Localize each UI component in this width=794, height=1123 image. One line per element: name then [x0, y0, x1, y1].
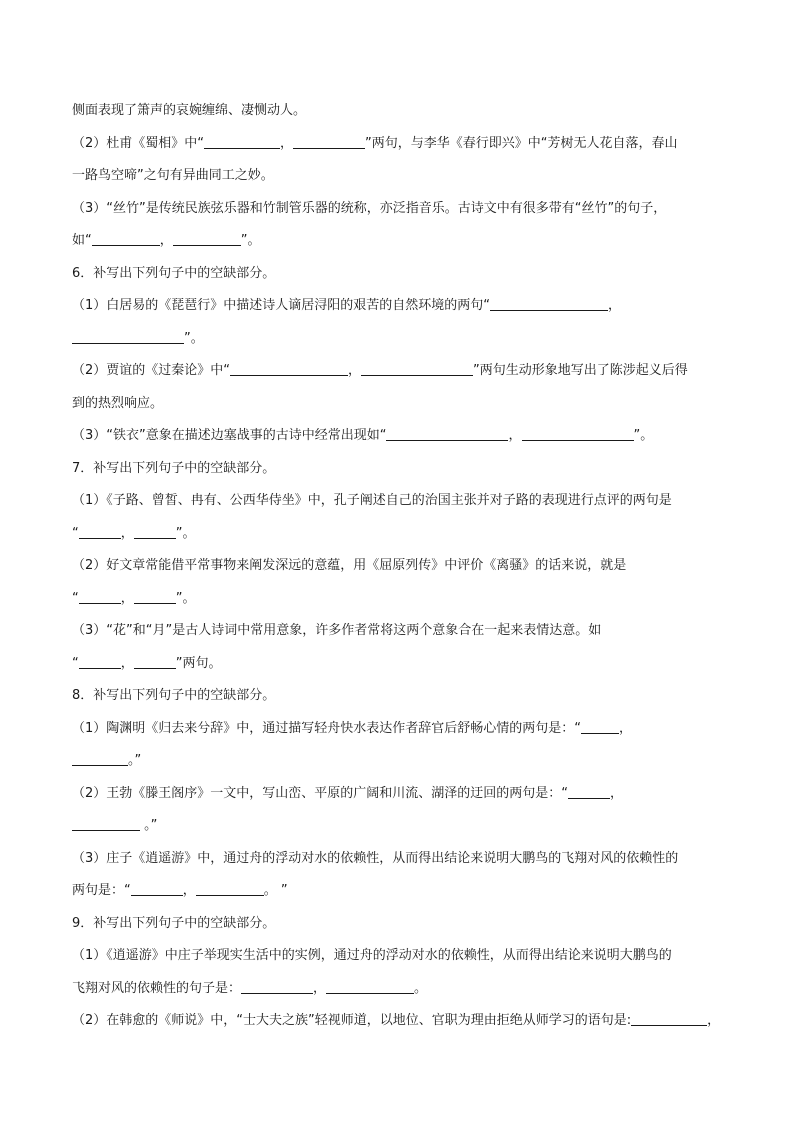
question-7-2 — [72, 550, 724, 583]
answer-blank[interactable] — [204, 135, 280, 149]
text: ”。 — [184, 330, 204, 346]
question-5-3 — [72, 193, 724, 226]
text: ， — [348, 363, 362, 378]
answer-blank[interactable] — [522, 427, 634, 441]
text: （3）庄子《逍遥游》中，通过舟的浮动对水的依赖性，从而得出结论来说明大鹏鸟的飞翔对风的依赖性的 — [72, 850, 679, 866]
answer-blank[interactable] — [134, 525, 176, 539]
text: ， — [159, 233, 173, 248]
text: ， — [610, 785, 624, 801]
answer-blank[interactable] — [79, 525, 121, 539]
text: ， — [120, 590, 134, 606]
text: ”。 — [175, 525, 196, 541]
question-6-2 — [72, 355, 724, 388]
text: 6．补写出下列句子中的空缺部分。 — [72, 265, 276, 281]
text: ”两句生动形象地写出了陈涉起义后得 — [473, 363, 688, 378]
text: （1）《逍遥游》中庄子举现实生活中的实例，通过舟的浮动对水的依赖性，从而得出结论来说明大鹏鸟的 — [72, 948, 672, 963]
answer-blank[interactable] — [581, 720, 619, 734]
text-line — [72, 518, 724, 551]
text: （3）“铁衣”意象在描述边塞战事的古诗中经常出现如“ — [72, 428, 387, 443]
answer-blank[interactable] — [490, 297, 608, 311]
question-5-2 — [72, 128, 724, 161]
text: ， — [120, 655, 134, 671]
answer-blank[interactable] — [386, 427, 508, 441]
text-line — [72, 973, 724, 1006]
text: （3）“花”和“月”是古人诗词中常用意象，许多作者常将这两个意象合在一起来表情达意。如 — [72, 623, 602, 638]
text: （2）在韩愈的《师说》中，“士大夫之族”轻视师道，以地位、官职为理由拒绝从师学习的语句是: — [72, 1013, 632, 1028]
answer-blank[interactable] — [568, 785, 610, 799]
text-line — [72, 95, 724, 128]
answer-blank[interactable] — [72, 752, 128, 766]
text: ”两句，与李华《春行即兴》中“芳树无人花自落，春山 — [365, 135, 678, 151]
answer-blank[interactable] — [72, 330, 184, 344]
text: ， — [508, 428, 522, 443]
text: “ — [72, 590, 79, 606]
text-line — [72, 648, 724, 681]
text: 。” — [128, 753, 142, 768]
text: 两句是：“ — [72, 883, 131, 898]
text: 一路鸟空啼”之句有异曲同工之妙。 — [72, 168, 274, 183]
text-line — [72, 810, 724, 843]
answer-blank[interactable] — [79, 655, 121, 669]
text-line — [72, 388, 724, 421]
question-8-3 — [72, 843, 724, 876]
answer-blank[interactable] — [326, 980, 414, 994]
question-7-heading — [72, 453, 724, 486]
question-8-2 — [72, 778, 724, 811]
text: “ — [72, 655, 79, 671]
text: ， — [619, 720, 633, 736]
text-line — [72, 323, 724, 356]
text: 侧面表现了箫声的哀婉缠绵、凄恻动人。 — [72, 103, 307, 118]
text: ， — [182, 883, 196, 898]
text: 。 ” — [263, 883, 288, 898]
text: （3）“丝竹”是传统民族弦乐器和竹制管乐器的统称，亦泛指音乐。古诗文中有很多带有“丝竹”的句子， — [72, 200, 667, 216]
text: 飞翔对风的依赖性的句子是： — [72, 980, 242, 996]
answer-blank[interactable] — [131, 882, 183, 896]
question-6-3 — [72, 420, 724, 453]
text: “ — [72, 525, 79, 541]
text: 9．补写出下列句子中的空缺部分。 — [72, 915, 276, 931]
text: （2）王勃《滕王阁序》一文中，写山峦、平原的广阔和川流、湖泽的迂回的两句是：“ — [72, 785, 569, 801]
answer-blank[interactable] — [72, 817, 140, 831]
text: （1）《子路、曾皙、冉有、公西华侍坐》中，孔子阐述自己的治国主张并对子路的表现进行点评的两句是 — [72, 493, 672, 508]
answer-blank[interactable] — [196, 882, 264, 896]
text: 7．补写出下列句子中的空缺部分。 — [72, 460, 276, 476]
text: ”。 — [240, 233, 261, 248]
text: （1）陶渊明《归去来兮辞》中，通过描写轻舟快水表达作者辞官后舒畅心情的两句是：“ — [72, 720, 582, 736]
text: 。” — [140, 818, 158, 833]
answer-blank[interactable] — [173, 232, 241, 246]
text: （2）好文章常能借平常事物来阐发深远的意蕴，用《屈原列传》中评价《离骚》的话来说，就是 — [72, 558, 627, 573]
text-line — [72, 875, 724, 908]
answer-blank[interactable] — [92, 232, 160, 246]
question-6-1 — [72, 290, 724, 323]
question-8-1 — [72, 713, 724, 746]
answer-blank[interactable] — [361, 362, 473, 376]
answer-blank[interactable] — [241, 980, 313, 994]
answer-blank[interactable] — [134, 590, 176, 604]
answer-blank[interactable] — [293, 135, 365, 149]
answer-blank[interactable] — [134, 655, 176, 669]
text: 到的热烈响应。 — [72, 395, 164, 411]
text: ， — [280, 135, 294, 151]
question-7-1 — [72, 485, 724, 518]
answer-blank[interactable] — [79, 590, 121, 604]
text: ， — [120, 525, 134, 541]
text-line — [72, 583, 724, 616]
answer-blank[interactable] — [230, 362, 348, 376]
question-6-heading — [72, 258, 724, 291]
text: ”。 — [175, 590, 196, 606]
text: ， — [608, 298, 622, 313]
text: （2）杜甫《蜀相》中“ — [72, 135, 205, 151]
question-9-1 — [72, 940, 724, 973]
text: 。 — [414, 980, 428, 996]
text: （1）白居易的《琵琶行》中描述诗人谪居浔阳的艰苦的自然环境的两句“ — [72, 298, 491, 313]
question-9-heading — [72, 908, 724, 941]
text: ”两句。 — [175, 655, 222, 671]
text-line — [72, 160, 724, 193]
text-line — [72, 225, 724, 258]
text: ”。 — [633, 428, 654, 443]
text-line — [72, 745, 724, 778]
document-page — [72, 95, 724, 1038]
text: ， — [313, 980, 327, 996]
question-9-2 — [72, 1005, 724, 1038]
question-7-3 — [72, 615, 724, 648]
question-8-heading — [72, 680, 724, 713]
text: （2）贾谊的《过秦论》中“ — [72, 363, 231, 378]
text: 8．补写出下列句子中的空缺部分。 — [72, 688, 276, 703]
text: ， — [707, 1013, 721, 1028]
text: 如“ — [72, 233, 92, 248]
answer-blank[interactable] — [631, 1012, 707, 1026]
